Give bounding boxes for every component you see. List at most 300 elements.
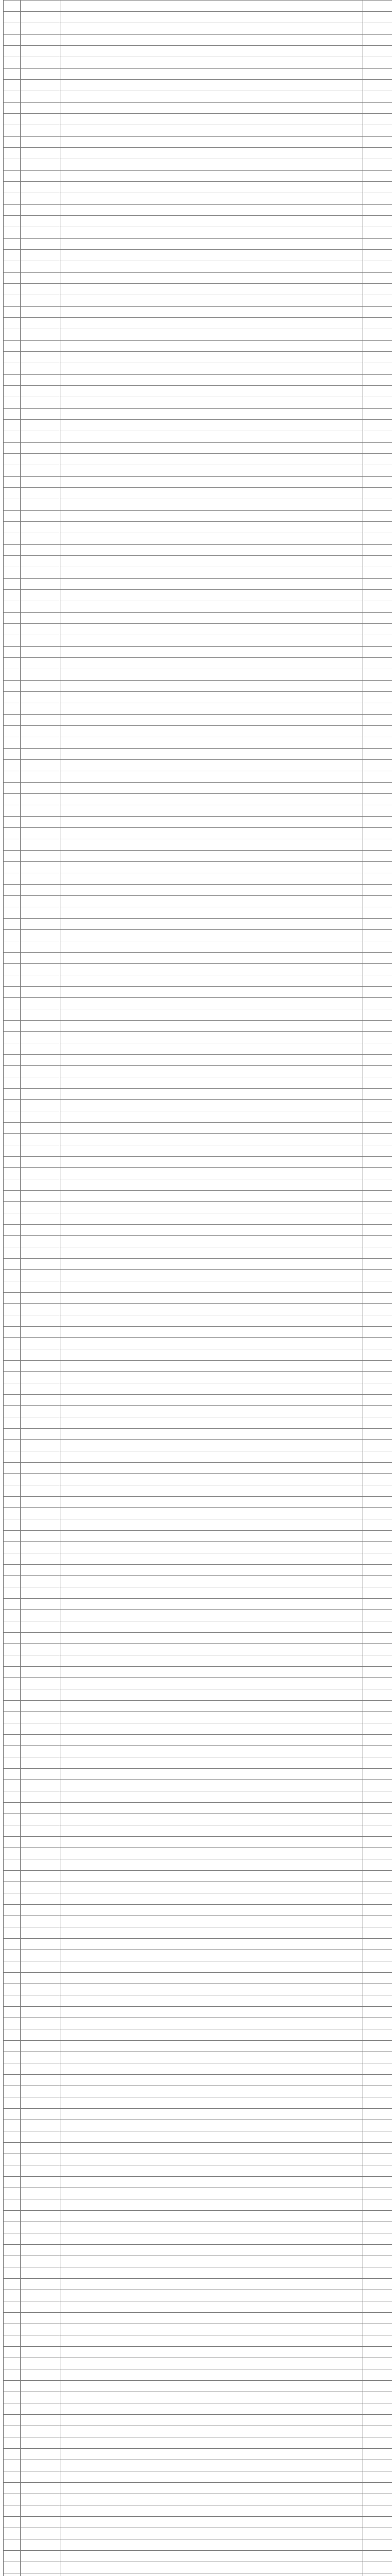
table-row — [4, 284, 392, 295]
row-status-cell — [363, 1973, 392, 1984]
table-row — [4, 499, 392, 511]
table-row — [4, 1939, 392, 1950]
row-number-cell — [4, 1939, 21, 1950]
table-row — [4, 1202, 392, 1213]
row-number-cell — [4, 1270, 21, 1281]
row-description-cell — [60, 1032, 363, 1043]
row-status-cell — [363, 669, 392, 681]
row-number-cell — [4, 760, 21, 771]
row-number-cell — [4, 817, 21, 828]
row-number-cell — [4, 137, 21, 148]
table-row — [4, 80, 392, 91]
table-row — [4, 1315, 392, 1327]
row-number-cell — [4, 341, 21, 352]
row-description-cell — [60, 2165, 363, 2177]
row-description-cell — [60, 1859, 363, 1871]
row-code-cell — [21, 1157, 60, 1168]
row-number-cell — [4, 522, 21, 533]
row-code-cell — [21, 1055, 60, 1066]
row-description-cell — [60, 1837, 363, 1848]
table-row — [4, 1123, 392, 1134]
row-description-cell — [60, 2029, 363, 2041]
table-row — [4, 2313, 392, 2324]
row-status-cell — [363, 1927, 392, 1939]
row-description-cell — [60, 1735, 363, 1746]
table-row — [4, 1429, 392, 1440]
row-number-cell — [4, 352, 21, 363]
table-row — [4, 1508, 392, 1519]
row-code-cell — [21, 1576, 60, 1587]
row-code-cell — [21, 998, 60, 1009]
row-number-cell — [4, 896, 21, 907]
row-code-cell — [21, 1349, 60, 1361]
row-description-cell — [60, 1871, 363, 1882]
row-status-cell — [363, 1553, 392, 1565]
row-description-cell — [60, 749, 363, 760]
row-number-cell — [4, 1315, 21, 1327]
row-description-cell — [60, 692, 363, 703]
row-code-cell — [21, 171, 60, 182]
row-description-cell — [60, 91, 363, 103]
row-description-cell — [60, 1123, 363, 1134]
row-number-cell — [4, 1961, 21, 1973]
row-description-cell — [60, 1043, 363, 1055]
row-status-cell — [363, 658, 392, 669]
row-description-cell — [60, 2313, 363, 2324]
row-code-cell — [21, 1735, 60, 1746]
table-row — [4, 726, 392, 737]
table-row — [4, 953, 392, 964]
row-code-cell — [21, 80, 60, 91]
row-number-cell — [4, 2505, 21, 2517]
row-number-cell — [4, 1905, 21, 1916]
table-row — [4, 1621, 392, 1633]
row-code-cell — [21, 216, 60, 227]
row-code-cell — [21, 2369, 60, 2381]
row-description-cell — [60, 2369, 363, 2381]
row-status-cell — [363, 635, 392, 647]
row-description-cell — [60, 1939, 363, 1950]
row-status-cell — [363, 1780, 392, 1791]
row-number-cell — [4, 590, 21, 601]
row-number-cell — [4, 420, 21, 431]
table-row — [4, 1440, 392, 1451]
table-row — [4, 681, 392, 692]
table-row — [4, 2007, 392, 2018]
row-description-cell — [60, 635, 363, 647]
row-number-cell — [4, 307, 21, 318]
row-description-cell — [60, 919, 363, 930]
row-description-cell — [60, 2358, 363, 2369]
row-status-cell — [363, 2573, 392, 2576]
row-description-cell — [60, 159, 363, 171]
table-row — [4, 1950, 392, 1961]
row-status-cell — [363, 2063, 392, 2075]
row-code-cell — [21, 2528, 60, 2539]
table-row — [4, 57, 392, 69]
row-description-cell — [60, 1304, 363, 1315]
row-description-cell — [60, 2460, 363, 2471]
table-row — [4, 2505, 392, 2517]
table-row — [4, 2539, 392, 2551]
row-number-cell — [4, 1395, 21, 1406]
row-status-cell — [363, 1984, 392, 1995]
table-row — [4, 805, 392, 817]
row-description-cell — [60, 2267, 363, 2279]
row-code-cell — [21, 681, 60, 692]
table-row — [4, 2494, 392, 2505]
row-code-cell — [21, 1712, 60, 1723]
row-code-cell — [21, 273, 60, 284]
row-description-cell — [60, 2392, 363, 2403]
row-status-cell — [363, 307, 392, 318]
row-code-cell — [21, 103, 60, 114]
row-number-cell — [4, 1474, 21, 1485]
row-status-cell — [363, 205, 392, 216]
row-code-cell — [21, 1213, 60, 1225]
row-code-cell — [21, 1247, 60, 1259]
row-description-cell — [60, 363, 363, 375]
row-number-cell — [4, 749, 21, 760]
row-number-cell — [4, 465, 21, 477]
table-row — [4, 1383, 392, 1395]
row-description-cell — [60, 511, 363, 522]
table-row — [4, 2449, 392, 2460]
row-description-cell — [60, 205, 363, 216]
row-description-cell — [60, 1406, 363, 1417]
table-row — [4, 1009, 392, 1021]
table-row — [4, 69, 392, 80]
row-status-cell — [363, 2267, 392, 2279]
row-number-cell — [4, 239, 21, 250]
row-number-cell — [4, 511, 21, 522]
table-row — [4, 1882, 392, 1893]
row-number-cell — [4, 2426, 21, 2437]
row-number-cell — [4, 987, 21, 998]
row-description-cell — [60, 12, 363, 23]
row-status-cell — [363, 2494, 392, 2505]
row-code-cell — [21, 488, 60, 499]
row-code-cell — [21, 1984, 60, 1995]
row-description-cell — [60, 1168, 363, 1179]
table-row — [4, 2335, 392, 2347]
row-code-cell — [21, 1451, 60, 1463]
row-status-cell — [363, 488, 392, 499]
row-description-cell — [60, 1916, 363, 1927]
row-status-cell — [363, 1531, 392, 1542]
row-code-cell — [21, 669, 60, 681]
row-status-cell — [363, 284, 392, 295]
table-row — [4, 1712, 392, 1723]
row-number-cell — [4, 80, 21, 91]
row-number-cell — [4, 1769, 21, 1780]
row-number-cell — [4, 647, 21, 658]
row-status-cell — [363, 2324, 392, 2335]
row-code-cell — [21, 919, 60, 930]
row-number-cell — [4, 2165, 21, 2177]
row-code-cell — [21, 1338, 60, 1349]
row-code-cell — [21, 2381, 60, 2392]
row-status-cell — [363, 1599, 392, 1610]
row-number-cell — [4, 2086, 21, 2097]
table-row — [4, 1463, 392, 1474]
row-description-cell — [60, 1395, 363, 1406]
row-description-cell — [60, 2245, 363, 2256]
table-row — [4, 862, 392, 873]
row-description-cell — [60, 182, 363, 193]
row-description-cell — [60, 2505, 363, 2517]
row-status-cell — [363, 715, 392, 726]
table-row — [4, 2199, 392, 2211]
row-number-cell — [4, 2233, 21, 2245]
row-description-cell — [60, 941, 363, 953]
row-number-cell — [4, 1349, 21, 1361]
table-row — [4, 692, 392, 703]
row-code-cell — [21, 1111, 60, 1123]
table-row — [4, 1655, 392, 1667]
row-status-cell — [363, 2245, 392, 2256]
row-number-cell — [4, 35, 21, 46]
row-code-cell — [21, 794, 60, 805]
row-number-cell — [4, 1950, 21, 1961]
row-code-cell — [21, 511, 60, 522]
table-row — [4, 1134, 392, 1145]
table-row — [4, 1791, 392, 1803]
row-description-cell — [60, 862, 363, 873]
row-description-cell — [60, 420, 363, 431]
row-number-cell — [4, 1, 21, 12]
table-row — [4, 488, 392, 499]
row-description-cell — [60, 2143, 363, 2154]
table-row — [4, 1372, 392, 1383]
row-description-cell — [60, 624, 363, 635]
row-code-cell — [21, 2562, 60, 2573]
row-number-cell — [4, 499, 21, 511]
row-status-cell — [363, 805, 392, 817]
row-number-cell — [4, 1451, 21, 1463]
row-status-cell — [363, 295, 392, 307]
row-code-cell — [21, 193, 60, 205]
table-row — [4, 2471, 392, 2483]
row-description-cell — [60, 2211, 363, 2222]
row-status-cell — [363, 1021, 392, 1032]
row-number-cell — [4, 1077, 21, 1089]
row-status-cell — [363, 1746, 392, 1757]
data-table-body — [4, 1, 392, 2576]
row-status-cell — [363, 1417, 392, 1429]
row-number-cell — [4, 1893, 21, 1905]
row-status-cell — [363, 1791, 392, 1803]
row-description-cell — [60, 375, 363, 386]
table-row — [4, 1043, 392, 1055]
row-description-cell — [60, 2041, 363, 2052]
row-code-cell — [21, 454, 60, 465]
table-row — [4, 125, 392, 137]
table-row — [4, 783, 392, 794]
table-row — [4, 1667, 392, 1678]
table-row — [4, 715, 392, 726]
table-row — [4, 1644, 392, 1655]
row-description-cell — [60, 103, 363, 114]
row-description-cell — [60, 2471, 363, 2483]
row-description-cell — [60, 760, 363, 771]
row-number-cell — [4, 737, 21, 749]
row-code-cell — [21, 1417, 60, 1429]
row-number-cell — [4, 1293, 21, 1304]
row-status-cell — [363, 182, 392, 193]
row-number-cell — [4, 125, 21, 137]
row-status-cell — [363, 2007, 392, 2018]
row-code-cell — [21, 12, 60, 23]
row-code-cell — [21, 2018, 60, 2029]
row-number-cell — [4, 1066, 21, 1077]
row-code-cell — [21, 839, 60, 851]
row-code-cell — [21, 1372, 60, 1383]
row-status-cell — [363, 499, 392, 511]
table-row — [4, 329, 392, 341]
row-code-cell — [21, 1531, 60, 1542]
row-number-cell — [4, 726, 21, 737]
row-status-cell — [363, 1587, 392, 1599]
row-code-cell — [21, 341, 60, 352]
row-description-cell — [60, 1213, 363, 1225]
row-description-cell — [60, 1848, 363, 1859]
row-status-cell — [363, 794, 392, 805]
row-status-cell — [363, 1542, 392, 1553]
row-status-cell — [363, 2029, 392, 2041]
row-number-cell — [4, 930, 21, 941]
row-code-cell — [21, 805, 60, 817]
row-description-cell — [60, 2120, 363, 2131]
row-code-cell — [21, 295, 60, 307]
row-status-cell — [363, 1395, 392, 1406]
row-number-cell — [4, 193, 21, 205]
row-code-cell — [21, 1882, 60, 1893]
table-row — [4, 737, 392, 749]
row-status-cell — [363, 1689, 392, 1701]
row-status-cell — [363, 1757, 392, 1769]
row-code-cell — [21, 692, 60, 703]
row-status-cell — [363, 375, 392, 386]
row-code-cell — [21, 715, 60, 726]
row-description-cell — [60, 2279, 363, 2290]
row-description-cell — [60, 771, 363, 783]
row-number-cell — [4, 182, 21, 193]
row-number-cell — [4, 386, 21, 397]
row-status-cell — [363, 907, 392, 919]
row-code-cell — [21, 2279, 60, 2290]
row-code-cell — [21, 1905, 60, 1916]
row-number-cell — [4, 1916, 21, 1927]
row-status-cell — [363, 2233, 392, 2245]
row-description-cell — [60, 1055, 363, 1066]
row-number-cell — [4, 2347, 21, 2358]
row-code-cell — [21, 907, 60, 919]
table-row — [4, 148, 392, 159]
row-number-cell — [4, 873, 21, 885]
table-row — [4, 1111, 392, 1123]
row-status-cell — [363, 239, 392, 250]
table-row — [4, 2222, 392, 2233]
row-status-cell — [363, 1565, 392, 1576]
row-status-cell — [363, 1950, 392, 1961]
row-description-cell — [60, 669, 363, 681]
table-row — [4, 2256, 392, 2267]
row-description-cell — [60, 1701, 363, 1712]
row-number-cell — [4, 2154, 21, 2165]
row-status-cell — [363, 862, 392, 873]
row-number-cell — [4, 375, 21, 386]
row-status-cell — [363, 386, 392, 397]
row-status-cell — [363, 261, 392, 273]
row-description-cell — [60, 23, 363, 35]
row-number-cell — [4, 2517, 21, 2528]
row-status-cell — [363, 737, 392, 749]
row-code-cell — [21, 1803, 60, 1814]
row-status-cell — [363, 1440, 392, 1451]
row-number-cell — [4, 91, 21, 103]
row-number-cell — [4, 1667, 21, 1678]
row-description-cell — [60, 601, 363, 613]
table-row — [4, 2483, 392, 2494]
row-description-cell — [60, 533, 363, 545]
table-row — [4, 1893, 392, 1905]
row-description-cell — [60, 1610, 363, 1621]
row-number-cell — [4, 2415, 21, 2426]
row-code-cell — [21, 771, 60, 783]
row-code-cell — [21, 2267, 60, 2279]
row-description-cell — [60, 1780, 363, 1791]
table-row — [4, 2029, 392, 2041]
row-number-cell — [4, 692, 21, 703]
row-code-cell — [21, 1973, 60, 1984]
row-number-cell — [4, 2109, 21, 2120]
row-status-cell — [363, 352, 392, 363]
row-number-cell — [4, 2551, 21, 2562]
row-description-cell — [60, 987, 363, 998]
row-status-cell — [363, 1179, 392, 1191]
row-description-cell — [60, 794, 363, 805]
row-code-cell — [21, 2109, 60, 2120]
table-row — [4, 2528, 392, 2539]
row-status-cell — [363, 613, 392, 624]
row-description-cell — [60, 1134, 363, 1145]
row-status-cell — [363, 148, 392, 159]
row-description-cell — [60, 1429, 363, 1440]
row-code-cell — [21, 817, 60, 828]
table-row — [4, 1247, 392, 1259]
table-row — [4, 12, 392, 23]
row-description-cell — [60, 80, 363, 91]
row-status-cell — [363, 2358, 392, 2369]
row-number-cell — [4, 556, 21, 567]
row-status-cell — [363, 114, 392, 125]
row-description-cell — [60, 579, 363, 590]
row-status-cell — [363, 1451, 392, 1463]
row-status-cell — [363, 2097, 392, 2109]
row-status-cell — [363, 329, 392, 341]
row-code-cell — [21, 567, 60, 579]
row-number-cell — [4, 885, 21, 896]
row-code-cell — [21, 477, 60, 488]
row-description-cell — [60, 488, 363, 499]
row-status-cell — [363, 2120, 392, 2131]
row-code-cell — [21, 1395, 60, 1406]
row-description-cell — [60, 1077, 363, 1089]
row-status-cell — [363, 1168, 392, 1179]
row-status-cell — [363, 1032, 392, 1043]
row-code-cell — [21, 2358, 60, 2369]
